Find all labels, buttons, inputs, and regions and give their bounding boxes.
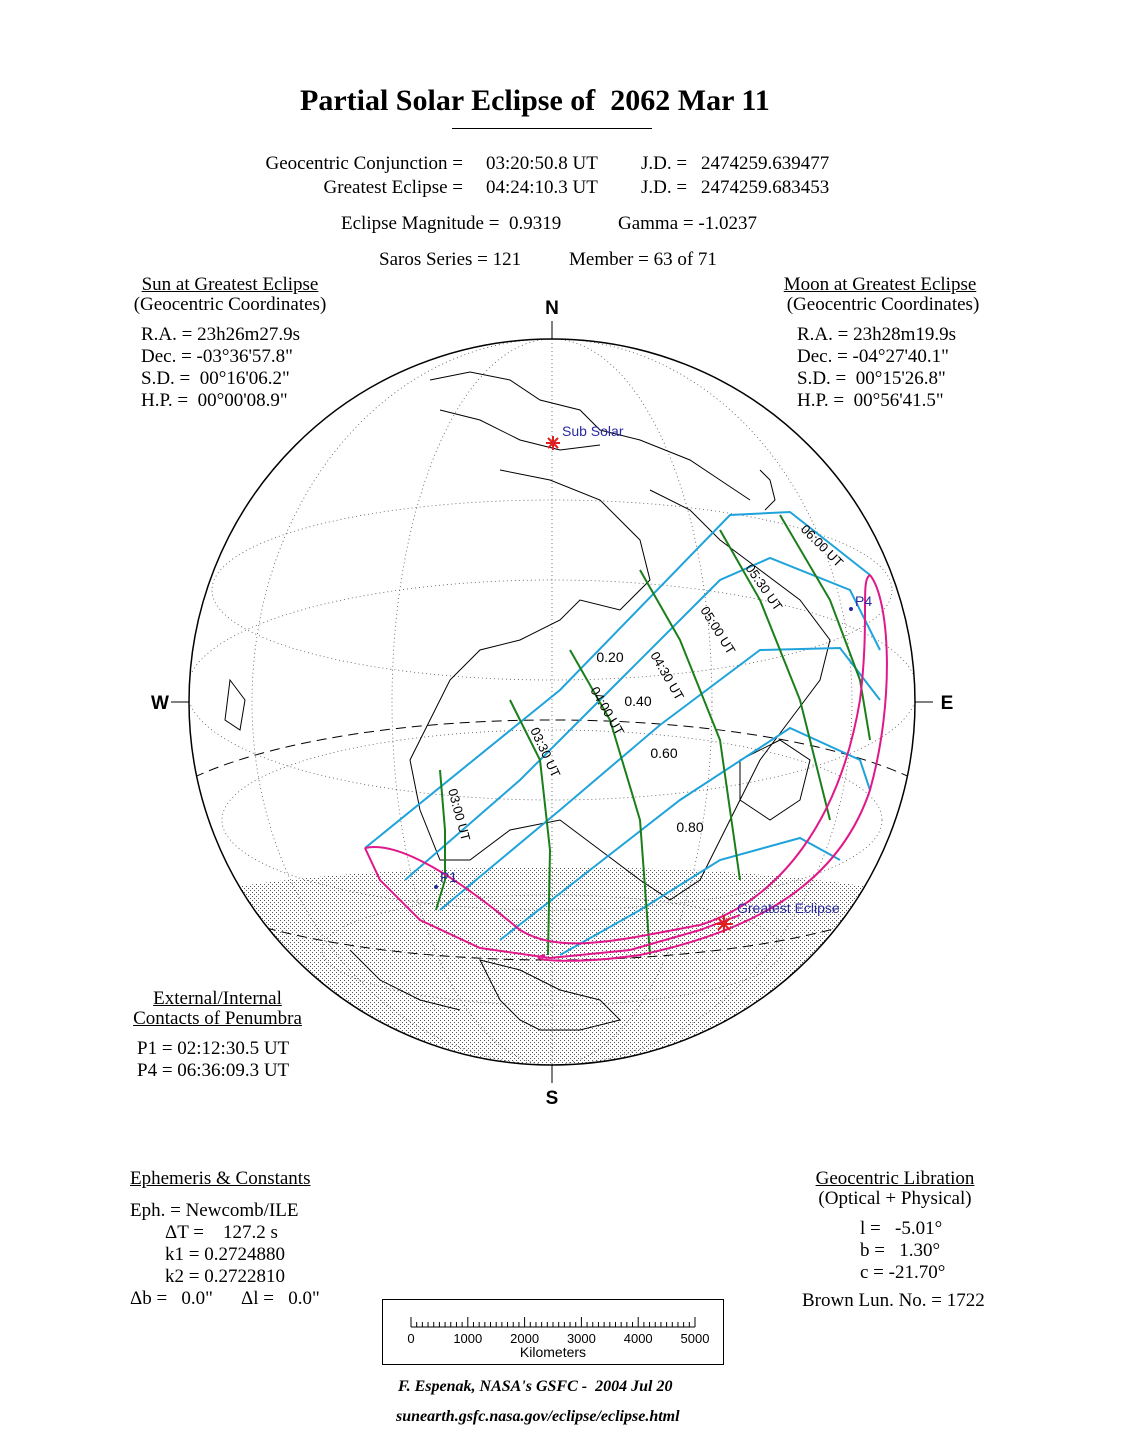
compass-east: E bbox=[940, 693, 954, 714]
moon-heading: Moon at Greatest Eclipse bbox=[783, 274, 977, 295]
sun-dec: Dec. = -03°36'57.8" bbox=[141, 346, 293, 367]
sub-solar-label: Sub Solar bbox=[562, 423, 624, 439]
greatest-eclipse-label: Greatest Eclipse = bbox=[323, 177, 463, 198]
scale-tick-label: 1000 bbox=[453, 1331, 483, 1346]
compass-west: W bbox=[151, 693, 169, 714]
magnitude-label-080: 0.80 bbox=[676, 819, 704, 835]
magnitude-line-outer bbox=[365, 512, 873, 848]
credit-url: sunearth.gsfc.nasa.gov/eclipse/eclipse.html bbox=[396, 1408, 680, 1425]
p4-label: P4 bbox=[855, 593, 873, 609]
scale-tick-label: 4000 bbox=[623, 1331, 653, 1346]
time-label-0600: 06:00 UT bbox=[797, 521, 847, 570]
time-label-0500: 05:00 UT bbox=[697, 603, 739, 657]
sun-sd: S.D. = 00°16'06.2" bbox=[141, 368, 290, 389]
time-label-0300: 03:00 UT bbox=[445, 786, 474, 843]
scale-bar bbox=[382, 1299, 724, 1365]
ephemeris-heading: Ephemeris & Constants bbox=[130, 1168, 311, 1189]
saros-series: Saros Series = 121 bbox=[379, 249, 522, 270]
ephemeris-delta-t: ΔT = 127.2 s bbox=[165, 1222, 278, 1243]
scale-unit: Kilometers bbox=[519, 1344, 587, 1360]
contact-p4: P4 = 06:36:09.3 UT bbox=[137, 1060, 290, 1081]
magnitude-label-040: 0.40 bbox=[624, 693, 652, 709]
eclipse-magnitude: Eclipse Magnitude = 0.9319 bbox=[341, 213, 562, 234]
libration-b: b = 1.30° bbox=[860, 1240, 941, 1261]
libration-subheading: (Optical + Physical) bbox=[818, 1188, 972, 1209]
scale-tick-label: 2000 bbox=[510, 1331, 540, 1346]
greatest-eclipse-jd: 2474259.683453 bbox=[701, 177, 830, 198]
time-label-0330: 03:30 UT bbox=[527, 724, 564, 780]
magnitude-label-020: 0.20 bbox=[596, 649, 624, 665]
sun-hp: H.P. = 00°00'08.9" bbox=[141, 390, 288, 411]
contacts-heading: External/Internal bbox=[153, 988, 282, 1009]
ephemeris-k2: k2 = 0.2722810 bbox=[165, 1266, 285, 1287]
ephemeris-delta-b: Δb = 0.0" bbox=[130, 1288, 213, 1309]
moon-sd: S.D. = 00°15'26.8" bbox=[797, 368, 946, 389]
greatest-eclipse-label: Greatest Eclipse bbox=[737, 900, 840, 916]
moon-ra: R.A. = 23h28m19.9s bbox=[797, 324, 957, 345]
greatest-eclipse-time: 04:24:10.3 UT bbox=[486, 177, 598, 198]
greatest-eclipse-jd-label: J.D. = bbox=[641, 177, 688, 198]
scale-tick-label: 5000 bbox=[680, 1331, 710, 1346]
time-label-0430: 04:30 UT bbox=[647, 649, 688, 703]
sun-subheading: (Geocentric Coordinates) bbox=[133, 294, 327, 315]
ephemeris-delta-l: Δl = 0.0" bbox=[241, 1288, 320, 1309]
p1-point bbox=[434, 885, 438, 889]
night-region-lower bbox=[180, 925, 940, 1085]
compass-north: N bbox=[545, 298, 559, 319]
magnitude-label-060: 0.60 bbox=[650, 745, 678, 761]
moon-subheading: (Geocentric Coordinates) bbox=[786, 294, 980, 315]
credit-author: F. Espenak, NASA's GSFC - 2004 Jul 20 bbox=[398, 1378, 673, 1395]
p4-point bbox=[849, 607, 853, 611]
brown-lunation: Brown Lun. No. = 1722 bbox=[802, 1290, 985, 1311]
time-label-0530: 05:30 UT bbox=[742, 561, 786, 614]
moon-hp: H.P. = 00°56'41.5" bbox=[797, 390, 944, 411]
moon-dec: Dec. = -04°27'40.1" bbox=[797, 346, 949, 367]
conjunction-jd: 2474259.639477 bbox=[701, 153, 830, 174]
ephemeris-k1: k1 = 0.2724880 bbox=[165, 1244, 285, 1265]
conjunction-label: Geocentric Conjunction = bbox=[265, 153, 463, 174]
sun-heading: Sun at Greatest Eclipse bbox=[141, 274, 319, 295]
sun-ra: R.A. = 23h26m27.9s bbox=[141, 324, 301, 345]
ephemeris-eph: Eph. = Newcomb/ILE bbox=[130, 1200, 299, 1221]
conjunction-time: 03:20:50.8 UT bbox=[486, 153, 598, 174]
p1-label: P1 bbox=[440, 869, 458, 885]
scale-tick-label: 3000 bbox=[566, 1331, 596, 1346]
conjunction-jd-label: J.D. = bbox=[641, 153, 688, 174]
gamma: Gamma = -1.0237 bbox=[618, 213, 757, 234]
contact-p1: P1 = 02:12:30.5 UT bbox=[137, 1038, 290, 1059]
libration-c: c = -21.70° bbox=[860, 1262, 946, 1283]
compass-south: S bbox=[545, 1088, 559, 1109]
page-title: Partial Solar Eclipse of 2062 Mar 11 bbox=[300, 84, 770, 117]
sub-solar-marker bbox=[546, 436, 560, 450]
libration-heading: Geocentric Libration bbox=[815, 1168, 975, 1189]
time-label-0400: 04:00 UT bbox=[587, 684, 628, 738]
contacts-subheading: Contacts of Penumbra bbox=[133, 1008, 302, 1029]
saros-member: Member = 63 of 71 bbox=[569, 249, 717, 270]
libration-l: l = -5.01° bbox=[860, 1218, 943, 1239]
scale-tick-label: 0 bbox=[407, 1331, 415, 1346]
